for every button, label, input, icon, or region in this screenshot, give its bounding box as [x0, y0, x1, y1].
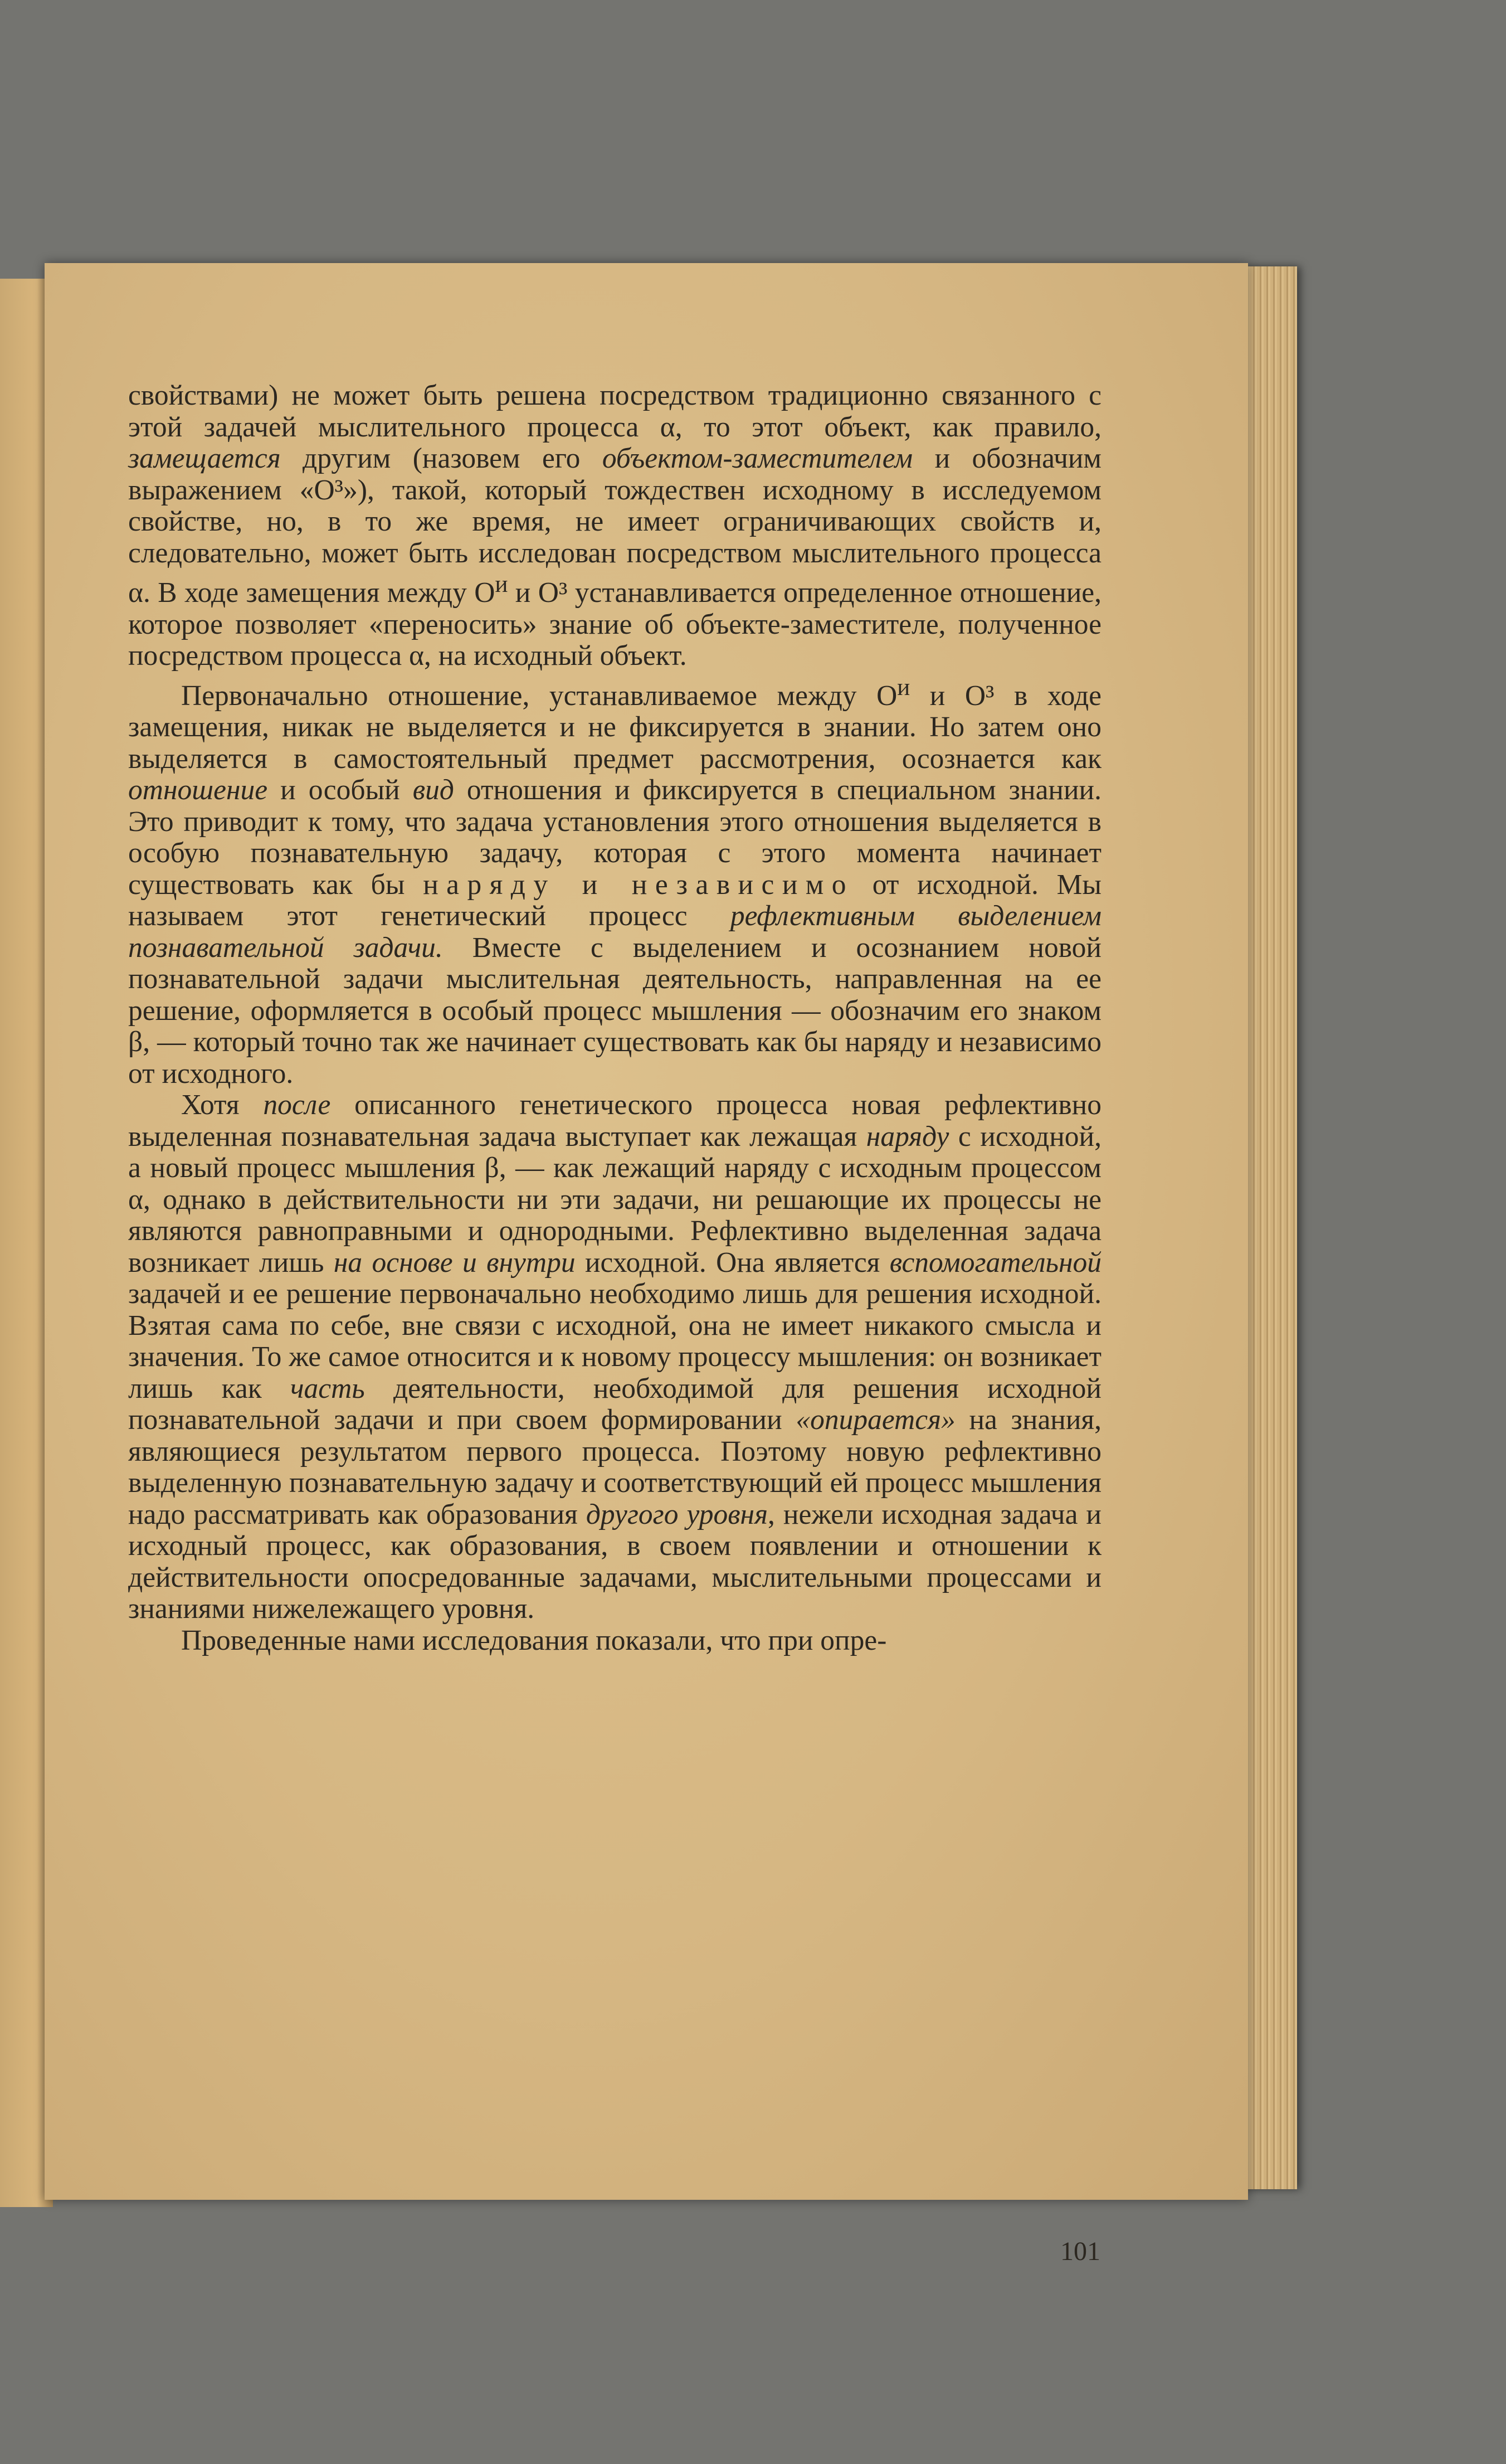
- text-run: Первоначально отношение, устанавливаемое между O: [181, 679, 898, 712]
- emphasis-text: объектом-заместителем: [602, 443, 913, 474]
- text-run: с исходной, а новый процесс мышления β, — как лежащий наряду с исходным процессом α, однако в действительности ни эти задачи, ни решающие их процессы не являются равноправными и однородными. Рефлективно выделенная задача возникает лишь: [128, 1120, 1102, 1279]
- text-run: задачей и ее решение первоначально необходимо лишь для решения исходной. Взятая сама по себе, вне связи с исходной, она не имеет никакого смысла и значения. То же самое относится и к новому процессу мышления: он возникает лишь как: [128, 1278, 1102, 1404]
- body-text: [128, 380, 1102, 1656]
- text-run: на знания, являющиеся результатом первого процесса. Поэтому новую рефлективно выделенную познавательную задачу и соответствующий ей процесс мышления надо рассматривать как образования: [128, 1404, 1102, 1530]
- text-run: от исходной. Мы называем этот генетический процесс: [128, 868, 1102, 932]
- page-stack-edge: [1244, 266, 1297, 2189]
- page-number: 101: [1060, 2237, 1100, 2266]
- emphasis-text: «опирается»: [796, 1404, 956, 1436]
- spaced-emphasis-text: наряду и независимо: [423, 868, 854, 901]
- text-run: Проведенные нами исследования показали, что при опре-: [181, 1624, 887, 1656]
- text-run: исходной. Она является: [575, 1246, 890, 1279]
- book-page: [45, 263, 1248, 2266]
- emphasis-text: на основе и внутри: [333, 1246, 576, 1279]
- text-run: свойствами) не может быть решена посредством традиционно связанного с этой задачей мыслительного процесса α, то этот объект, как правило,: [128, 380, 1102, 443]
- paragraph: [128, 1090, 1102, 1625]
- emphasis-text: вид: [412, 774, 454, 806]
- text-run: другим (назовем его: [280, 443, 602, 474]
- emphasis-text: замещается: [128, 443, 281, 474]
- text-run: Вместе с выделением и осознанием новой познавательной задачи мыслительная деятельность, направленная на ее решение, оформляется в особый процесс мышления — обозначим его знаком β, — который точно так же начинает существовать как бы наряду и независимо от исходного.: [128, 931, 1102, 1090]
- paragraph: [128, 380, 1102, 672]
- text-run: и особый: [267, 774, 413, 806]
- text-run: , нежели исходная задача и исходный процесс, как образования, в своем появлении и отношении к действительности опосредованные задачами, мыслительными процессами и знаниями нижележащего уровня.: [128, 1498, 1102, 1625]
- emphasis-text: рефлективным выделением познавательной задачи.: [128, 900, 1102, 964]
- text-run: и O³ устанавливается определенное отношение, которое позволяет «переносить» знание об объекте-заместителе, полученное посредством процесса α, на исходный объект.: [128, 577, 1102, 672]
- text-run: отношения и фиксируется в специальном знании. Это приводит к тому, что задача установления этого отношения выделяется в особую познавательную задачу, которая с этого момента начинает существовать как бы: [128, 774, 1102, 901]
- paragraph: [128, 1625, 1102, 1657]
- text-run: деятельности, необходимой для решения исходной познавательной задачи и при своем формировании: [128, 1372, 1102, 1436]
- text-run: описанного генетического процесса новая рефлективно выделенная познавательная задача выступает как лежащая: [128, 1089, 1102, 1153]
- superscript-text: и: [897, 674, 910, 701]
- emphasis-text: отношение: [128, 774, 268, 806]
- text-run: и O³ в ходе замещения, никак не выделяется и не фиксируется в знании. Но затем оно выделяется в самостоятельный предмет рассмотрения, осознается как: [128, 679, 1102, 775]
- emphasis-text: вспомогательной: [889, 1246, 1102, 1279]
- superscript-text: и: [495, 571, 508, 597]
- text-run: Хотя: [181, 1089, 264, 1121]
- emphasis-text: наряду: [866, 1120, 949, 1153]
- paragraph: [128, 672, 1102, 1090]
- emphasis-text: часть: [290, 1372, 365, 1404]
- emphasis-text: после: [263, 1089, 331, 1121]
- emphasis-text: другого уровня: [586, 1498, 768, 1530]
- text-run: и обозначим выражением «O³»), такой, который тождествен исходному в исследуемом свойстве, но, в то же время, не имеет ограничивающих свойств и, следовательно, может быть исследован посредством мыслительного процесса α. В ходе замещения между O: [128, 443, 1102, 609]
